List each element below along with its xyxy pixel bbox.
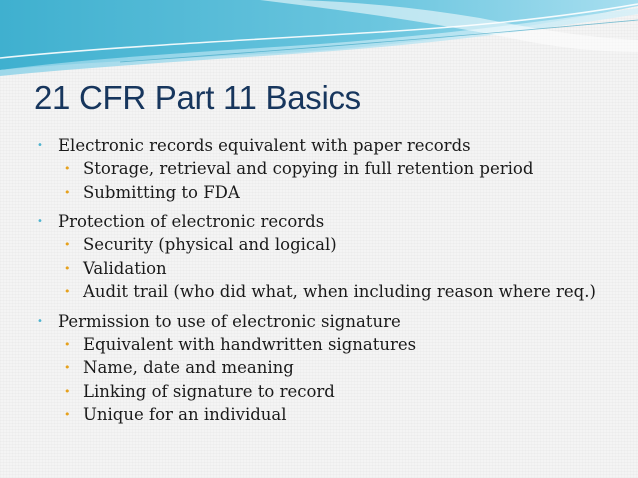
bullet-text: Linking of signature to record xyxy=(83,381,335,401)
slide-title: 21 CFR Part 11 Basics xyxy=(34,79,361,116)
bullet-dot-icon: • xyxy=(64,361,71,374)
bullet-level2 xyxy=(37,157,627,181)
bullet-dot-icon: • xyxy=(64,408,71,421)
bullet-text: Security (physical and logical) xyxy=(83,235,337,254)
bullet-dot-icon: • xyxy=(64,261,71,275)
bullet-text: Validation xyxy=(83,258,167,278)
bullet-list xyxy=(37,135,627,434)
bullet-dot-icon: • xyxy=(64,162,71,175)
bullet-dot-icon: • xyxy=(37,315,43,327)
bullet-level2 xyxy=(37,280,627,304)
bullet-dot-icon: • xyxy=(37,216,43,227)
bullet-level1 xyxy=(37,211,627,233)
decorative-header-swoosh xyxy=(0,0,638,80)
bullet-dot-icon: • xyxy=(64,337,71,351)
bullet-group xyxy=(37,135,627,204)
bullet-text: Unique for an individual xyxy=(83,405,287,424)
bullet-text: Electronic records equivalent with paper records xyxy=(58,136,471,155)
bullet-text: Submitting to FDA xyxy=(83,182,240,202)
bullet-level2 xyxy=(37,356,627,380)
bullet-level2 xyxy=(37,380,627,404)
bullet-text: Protection of electronic records xyxy=(58,212,325,231)
bullet-level2 xyxy=(37,403,627,427)
bullet-group xyxy=(37,311,627,427)
bullet-group xyxy=(37,211,627,304)
bullet-text: Permission to use of electronic signature xyxy=(58,311,401,331)
bullet-level2 xyxy=(37,333,627,357)
bullet-dot-icon: • xyxy=(37,140,43,151)
bullet-text: Equivalent with handwritten signatures xyxy=(83,334,417,354)
bullet-level1 xyxy=(37,311,627,333)
bullet-level1 xyxy=(37,135,627,157)
bullet-dot-icon: • xyxy=(64,185,71,199)
bullet-dot-icon: • xyxy=(64,384,71,398)
bullet-text: Audit trail (who did what, when including reason where req.) xyxy=(83,282,596,301)
bullet-dot-icon: • xyxy=(64,238,71,251)
bullet-level2 xyxy=(37,181,627,205)
bullet-text: Storage, retrieval and copying in full retention period xyxy=(83,159,534,178)
bullet-dot-icon: • xyxy=(64,285,71,298)
bullet-level2 xyxy=(37,233,627,257)
bullet-level2 xyxy=(37,257,627,281)
bullet-text: Name, date and meaning xyxy=(83,358,294,377)
